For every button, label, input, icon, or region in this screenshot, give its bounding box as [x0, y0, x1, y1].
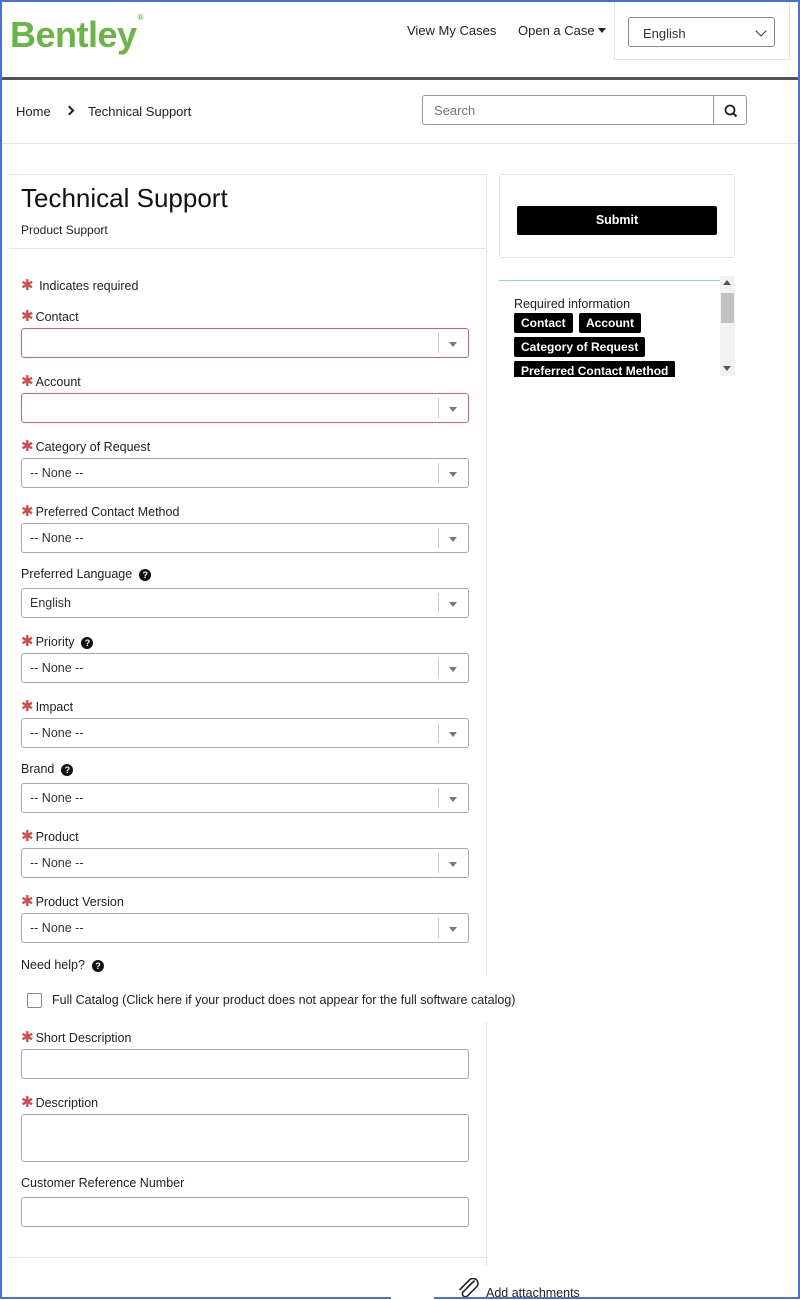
account-label: ✱ Account — [21, 373, 81, 390]
description-label: ✱ Description — [21, 1094, 99, 1111]
caret-down-icon — [449, 602, 457, 607]
search-input[interactable]: Search — [422, 95, 714, 125]
contact-method-label: ✱ Preferred Contact Method — [21, 503, 180, 520]
scroll-thumb[interactable] — [721, 293, 734, 323]
product-select[interactable]: -- None -- — [21, 848, 469, 878]
need-help-label: Need help? ? — [21, 958, 104, 972]
scroll-up-icon[interactable] — [723, 280, 731, 285]
full-catalog-label[interactable]: Full Catalog (Click here if your product does not appear for the full software catalog) — [52, 993, 516, 1007]
help-icon[interactable]: ? — [92, 960, 104, 972]
page-title: Technical Support — [21, 183, 228, 213]
help-icon[interactable]: ? — [61, 764, 73, 776]
short-description-label: ✱ Short Description — [21, 1029, 132, 1046]
caret-down-icon — [449, 537, 457, 542]
impact-select[interactable]: -- None -- — [21, 718, 469, 748]
full-catalog-checkbox[interactable] — [27, 993, 42, 1008]
required-info-scrollbar[interactable] — [720, 276, 735, 376]
required-info-title: Required information — [514, 297, 631, 311]
product-version-label: ✱ Product Version — [21, 893, 124, 910]
bentley-logo[interactable]: Bentley® — [10, 13, 143, 55]
required-tag-contact[interactable]: Contact — [514, 313, 573, 333]
short-description-input[interactable] — [21, 1049, 469, 1079]
caret-down-icon — [449, 667, 457, 672]
search-icon — [714, 96, 748, 126]
priority-select[interactable]: -- None -- — [21, 653, 469, 683]
page-subtitle: Product Support — [21, 223, 108, 237]
product-version-select[interactable]: -- None -- — [21, 913, 469, 943]
customer-ref-input[interactable] — [21, 1197, 469, 1227]
search-button[interactable] — [713, 95, 747, 125]
help-icon[interactable]: ? — [139, 569, 151, 581]
breadcrumb-home[interactable]: Home — [16, 104, 51, 119]
required-tag-contact-method[interactable]: Preferred Contact Method — [514, 361, 675, 377]
caret-down-icon — [449, 927, 457, 932]
caret-down-icon — [449, 407, 457, 412]
category-label: ✱ Category of Request — [21, 438, 151, 455]
caret-down-icon — [598, 28, 606, 33]
impact-label: ✱ Impact — [21, 698, 74, 715]
nav-open-a-case[interactable]: Open a Case — [518, 23, 606, 38]
preferred-language-label: Preferred Language ? — [21, 567, 151, 581]
required-asterisk-icon: ✱ — [21, 277, 34, 294]
contact-select[interactable] — [21, 328, 469, 358]
brand-select[interactable]: -- None -- — [21, 783, 469, 813]
product-label: ✱ Product — [21, 828, 79, 845]
caret-down-icon — [449, 472, 457, 477]
language-select[interactable]: English — [628, 17, 775, 47]
nav-view-my-cases[interactable]: View My Cases — [407, 23, 497, 38]
category-select[interactable]: -- None -- — [21, 458, 469, 488]
required-tag-account[interactable]: Account — [579, 313, 641, 333]
priority-label: ✱ Priority ? — [21, 632, 93, 650]
chevron-down-icon — [755, 25, 766, 36]
customer-ref-label: Customer Reference Number — [21, 1176, 185, 1190]
submit-button[interactable]: Submit — [517, 206, 717, 235]
help-icon[interactable]: ? — [81, 637, 93, 649]
required-legend: ✱ Indicates required — [21, 277, 139, 294]
scroll-down-icon[interactable] — [723, 366, 731, 371]
breadcrumb-current: Technical Support — [88, 104, 192, 119]
chevron-right-icon — [65, 106, 75, 116]
caret-down-icon — [449, 862, 457, 867]
brand-label: Brand ? — [21, 762, 73, 776]
contact-label: ✱ Contact — [21, 308, 79, 325]
contact-method-select[interactable]: -- None -- — [21, 523, 469, 553]
paperclip-icon — [457, 1278, 481, 1300]
required-tag-category[interactable]: Category of Request — [514, 337, 645, 357]
caret-down-icon — [449, 732, 457, 737]
description-textarea[interactable] — [21, 1114, 469, 1162]
account-select[interactable] — [21, 393, 469, 423]
caret-down-icon — [449, 342, 457, 347]
required-info-panel — [499, 281, 735, 377]
caret-down-icon — [449, 797, 457, 802]
preferred-language-select[interactable]: English — [21, 588, 469, 618]
header-divider — [2, 77, 798, 80]
